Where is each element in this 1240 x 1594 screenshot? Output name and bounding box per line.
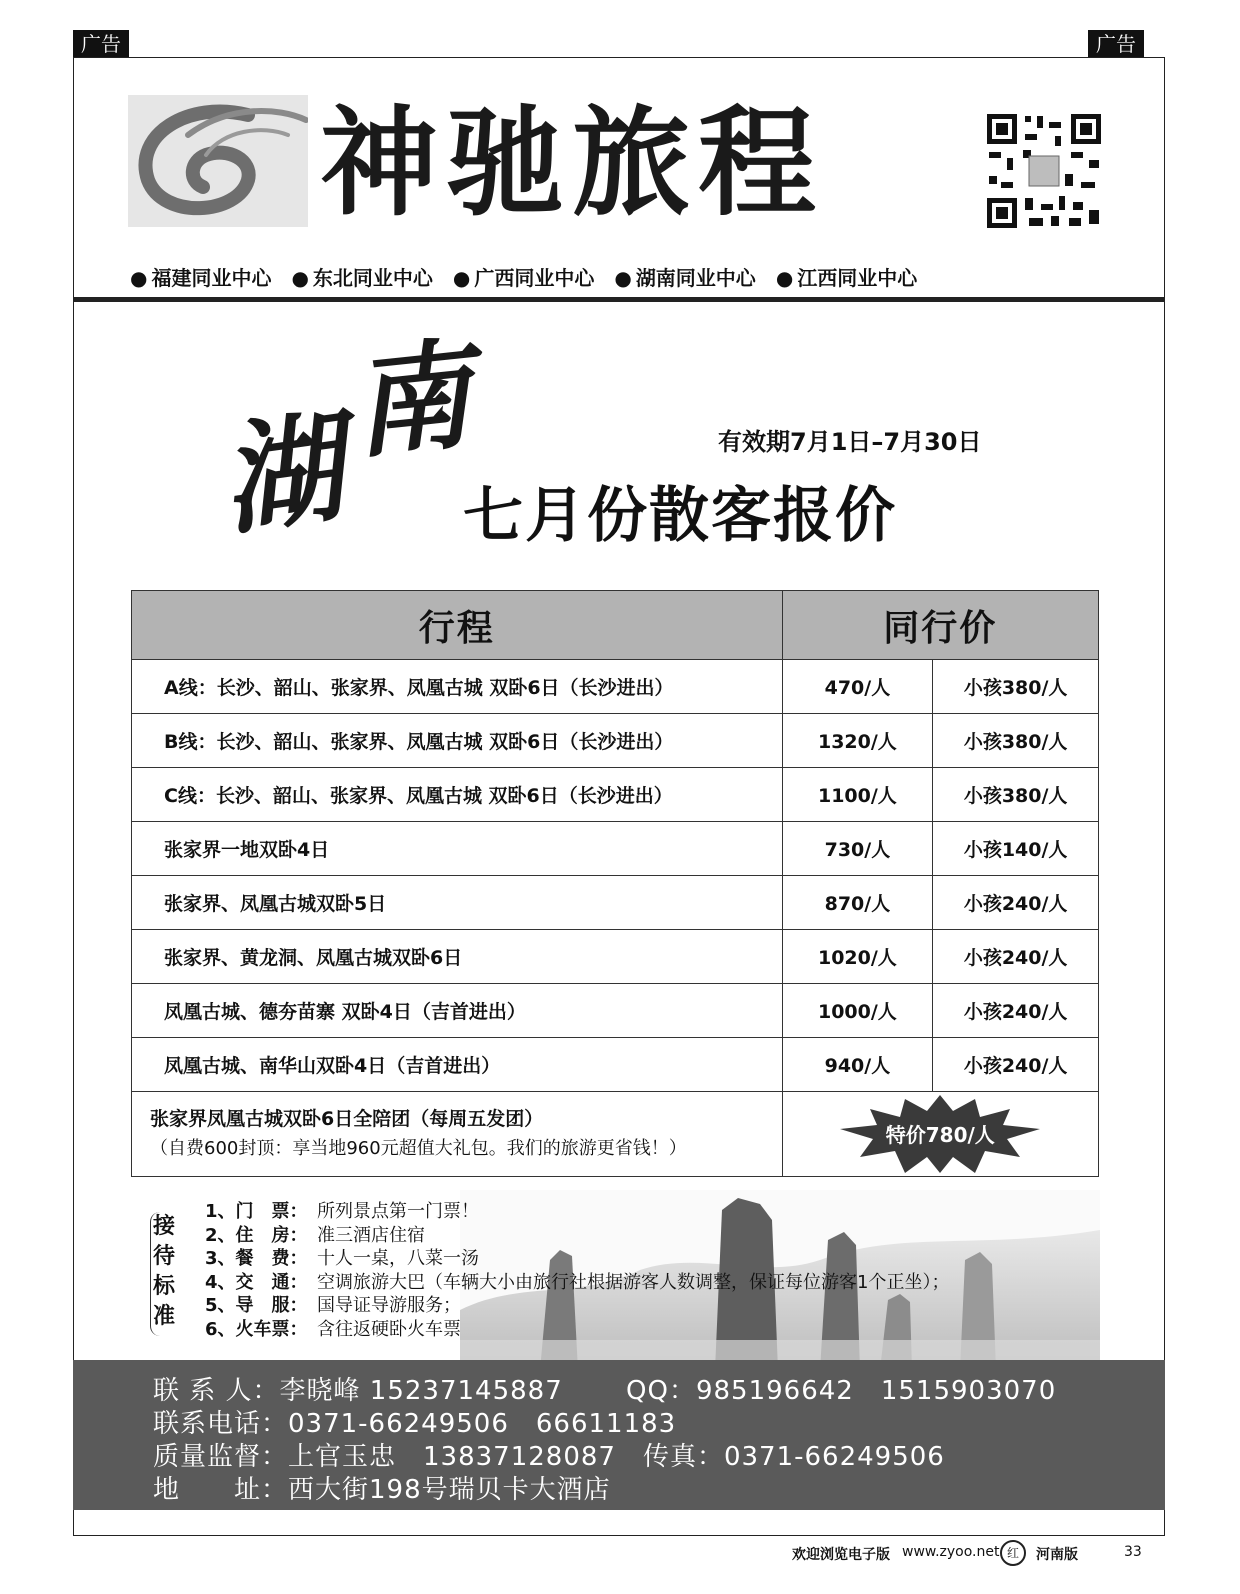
standard-item	[205, 1200, 949, 1224]
special-route-cell	[132, 1092, 783, 1177]
table-row	[132, 876, 1099, 930]
standard-item	[205, 1247, 949, 1271]
footer-site[interactable]: www.zyoo.net	[902, 1544, 1000, 1560]
header-divider	[73, 297, 1165, 302]
route-cell: 凤凰古城、南华山双卧4日（吉首进出）	[132, 1038, 783, 1092]
qr-code-icon	[985, 112, 1103, 230]
standards-label-char: 接	[152, 1214, 175, 1239]
swirl-logo-icon	[128, 95, 308, 227]
child-price-cell: 小孩240/人	[933, 984, 1099, 1038]
child-price-cell: 小孩380/人	[933, 768, 1099, 822]
quality-supervision: 质量监督：上官玉忠 13837128087 传真：0371-66249506	[153, 1442, 945, 1472]
region-char-1: 湖	[212, 396, 352, 553]
header-price: 同行价	[782, 591, 1098, 660]
standard-key: 2、住 房：	[205, 1224, 308, 1246]
price-cell: 1320/人	[782, 714, 933, 768]
special-route-title: 张家界凤凰古城双卧6日全陪团（每周五发团）	[150, 1108, 544, 1130]
edition-badge: 红	[1000, 1540, 1026, 1566]
contact-panel	[73, 1360, 1165, 1510]
standard-key: 6、火车票：	[205, 1318, 308, 1340]
standard-value: 含往返硬卧火车票	[317, 1318, 461, 1340]
brand-name: 神驰旅程	[320, 93, 825, 232]
price-cell: 940/人	[782, 1038, 933, 1092]
price-cell: 1000/人	[782, 984, 933, 1038]
header-route: 行程	[132, 591, 783, 660]
center-item: ● 广西同业中心	[453, 262, 594, 294]
contact-phone: 联系电话：0371-66249506 66611183	[153, 1409, 677, 1439]
child-price-cell: 小孩240/人	[933, 930, 1099, 984]
standard-item	[205, 1318, 949, 1342]
price-cell: 870/人	[782, 876, 933, 930]
standards-label-char: 准	[152, 1304, 175, 1329]
center-item: ● 湖南同业中心	[614, 262, 755, 294]
price-cell: 730/人	[782, 822, 933, 876]
standards-label-char: 标	[152, 1274, 175, 1299]
contact-person: 联 系 人：李晓峰 15237145887 QQ：985196642 1515903070	[153, 1376, 1057, 1406]
route-cell: 凤凰古城、德夯苗寨 双卧4日（吉首进出）	[132, 984, 783, 1038]
price-table	[131, 590, 1099, 1177]
table-row	[132, 930, 1099, 984]
table-row	[132, 822, 1099, 876]
table-header-row	[132, 591, 1099, 660]
route-cell: 张家界、凤凰古城双卧5日	[132, 876, 783, 930]
ad-tag-left: 广告	[73, 30, 129, 58]
standard-key: 1、门 票：	[205, 1201, 308, 1222]
table-row	[132, 714, 1099, 768]
special-route-note: （自费600封顶：享当地960元超值大礼包。我们的旅游更省钱！）	[150, 1138, 687, 1159]
standard-value: 十人一桌，八菜一汤	[317, 1248, 479, 1270]
route-cell: A线：长沙、韶山、张家界、凤凰古城 双卧6日（长沙进出）	[132, 660, 783, 714]
child-price-cell: 小孩240/人	[933, 1038, 1099, 1092]
price-cell: 1020/人	[782, 930, 933, 984]
table-row	[132, 1038, 1099, 1092]
standard-item	[205, 1294, 949, 1318]
ad-tag-right: 广告	[1088, 30, 1144, 58]
footer-edition: 河南版	[1036, 1547, 1078, 1563]
page-number: 33	[1124, 1544, 1142, 1560]
standard-value: 所列景点第一门票！	[317, 1201, 479, 1222]
standard-item	[205, 1271, 949, 1295]
standard-value: 空调旅游大巴（车辆大小由旅行社根据游客人数调整，保证每位游客1个正坐）；	[317, 1271, 950, 1293]
branch-centers	[130, 262, 1130, 294]
child-price-cell: 小孩140/人	[933, 822, 1099, 876]
promo-title: 七月份散客报价	[463, 481, 897, 551]
child-price-cell: 小孩240/人	[933, 876, 1099, 930]
child-price-cell: 小孩380/人	[933, 660, 1099, 714]
route-cell: C线：长沙、韶山、张家界、凤凰古城 双卧6日（长沙进出）	[132, 768, 783, 822]
standards-label-char: 待	[152, 1244, 175, 1269]
center-item: ● 江西同业中心	[776, 262, 917, 294]
standards-label	[150, 1212, 177, 1336]
table-row	[132, 984, 1099, 1038]
table-row	[132, 768, 1099, 822]
footer-welcome: 欢迎浏览电子版	[792, 1547, 890, 1563]
standard-value: 准三酒店住宿	[317, 1224, 425, 1246]
special-price: 特价780/人	[885, 1123, 995, 1147]
center-item: ● 东北同业中心	[291, 262, 432, 294]
child-price-cell: 小孩380/人	[933, 714, 1099, 768]
route-cell: 张家界一地双卧4日	[132, 822, 783, 876]
standard-value: 国导证导游服务；	[317, 1295, 461, 1317]
price-cell: 1100/人	[782, 768, 933, 822]
brand-logo	[128, 95, 308, 227]
standard-key: 3、餐 费：	[205, 1248, 308, 1270]
standard-item	[205, 1224, 949, 1248]
standard-key: 5、导 服：	[205, 1295, 308, 1317]
region-calligraphy	[212, 324, 492, 560]
standards-list	[205, 1200, 949, 1342]
special-row	[132, 1092, 1099, 1177]
region-char-2: 南	[345, 324, 477, 475]
route-cell: 张家界、黄龙洞、凤凰古城双卧6日	[132, 930, 783, 984]
special-price-badge	[835, 1093, 1045, 1175]
route-cell: B线：长沙、韶山、张家界、凤凰古城 双卧6日（长沙进出）	[132, 714, 783, 768]
special-price-cell	[782, 1092, 1098, 1177]
table-row	[132, 660, 1099, 714]
contact-address: 地 址：西大街198号瑞贝卡大酒店	[153, 1475, 611, 1505]
validity-period: 有效期7月1日–7月30日	[718, 428, 982, 456]
center-item: ● 福建同业中心	[130, 262, 271, 294]
price-cell: 470/人	[782, 660, 933, 714]
standard-key: 4、交 通：	[205, 1271, 308, 1293]
